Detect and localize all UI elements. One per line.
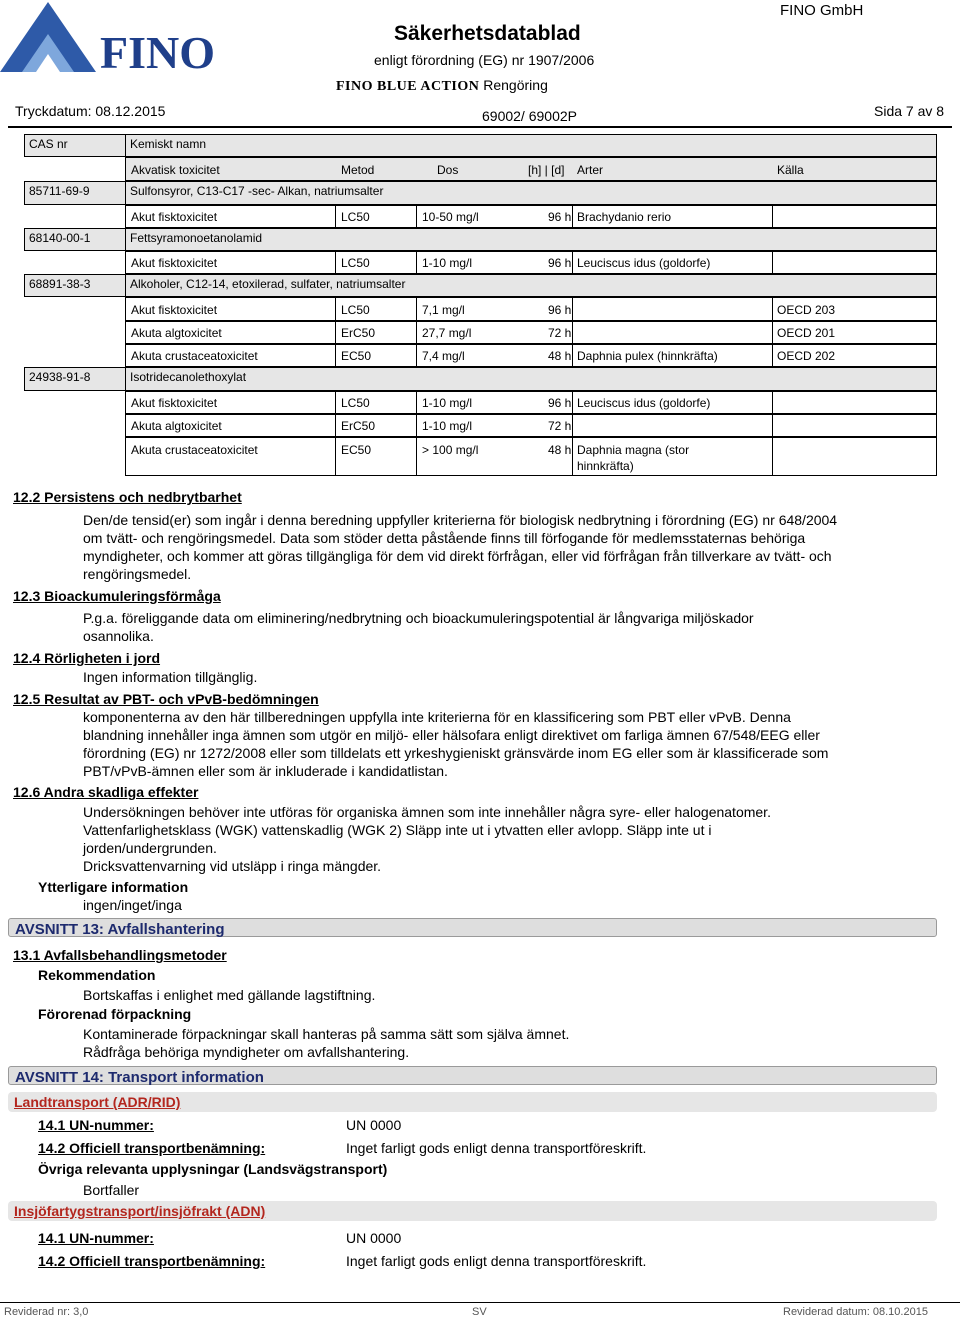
duration: 72 h xyxy=(548,326,572,340)
cas-cell: 68140-00-1 xyxy=(24,228,126,251)
section-14-header: AVSNITT 14: Transport information xyxy=(8,1066,937,1085)
text-12-5: komponenterna av den här tillberedningen uppfylla inte kriterierna för en klassificering som PBT eller vPvB. Denna blandning innehåller inga ämnen som utgör en miljö- eller hälsofara enligt direktivet om farliga ämnen 67/548/EEG eller förordning (EG) nr 1272/2008 eller som tilldelats ett yrkeshygieniskt gränsvärde inom EG eller som är klassificerade som PBT/vPvB-ämnen eller som är inkluderade i kandidatlistan. xyxy=(83,709,829,779)
species: Brachydanio rerio xyxy=(577,210,672,224)
un-number-value-adn: UN 0000 xyxy=(346,1230,402,1246)
chem-name: Alkoholer, C12-14, etoxilerad, sulfater, natriumsalter xyxy=(125,274,937,297)
document-title: Säkerhetsdatablad xyxy=(394,22,581,45)
dose: 7,4 mg/l xyxy=(422,349,465,363)
duration: 48 h xyxy=(548,443,572,457)
un-number-value: UN 0000 xyxy=(346,1117,402,1133)
text-12-6-line3: Dricksvattenvarning vid utsläpp i ringa mängder. xyxy=(83,858,382,874)
method: LC50 xyxy=(341,396,370,410)
text-12-6-line1: Undersökningen behöver inte utföras för organiska ämnen som inte innehåller några syre- eller halogenatomer. xyxy=(83,804,771,820)
method: ErC50 xyxy=(341,419,376,433)
tox-type: Akut fisktoxicitet xyxy=(131,303,218,317)
product-code: 69002/ 69002P xyxy=(482,108,577,124)
section-13-header: AVSNITT 13: Avfallshantering xyxy=(8,918,937,937)
th-method: Metod xyxy=(341,163,375,177)
th-species: Arter xyxy=(577,163,604,177)
heading-12-5: 12.5 Resultat av PBT- och vPvB-bedömningen xyxy=(13,691,319,707)
cas-cell: 68891-38-3 xyxy=(24,274,126,297)
duration: 96 h xyxy=(548,396,572,410)
method: LC50 xyxy=(341,210,370,224)
heading-12-6: 12.6 Andra skadliga effekter xyxy=(13,784,199,800)
inland-transport-header: Insjöfartygstransport/insjöfrakt (ADN) xyxy=(8,1201,937,1221)
cas-cell: 24938-91-8 xyxy=(24,367,126,391)
source: OECD 203 xyxy=(777,303,836,317)
other-info-value: Bortfaller xyxy=(83,1182,140,1198)
duration: 96 h xyxy=(548,256,572,270)
species: Leuciscus idus (goldorfe) xyxy=(577,396,711,410)
packaging-label: Förorenad förpackning xyxy=(38,1006,192,1022)
language-code: SV xyxy=(472,1306,487,1318)
regulation: enligt förordning (EG) nr 1907/2006 xyxy=(374,52,595,68)
footer-divider xyxy=(0,1302,960,1303)
species-cont: hinnkräfta) xyxy=(577,459,634,473)
method: LC50 xyxy=(341,303,370,317)
shipping-name-label: 14.2 Officiell transportbenämning: xyxy=(38,1140,266,1156)
heading-13-1: 13.1 Avfallsbehandlingsmetoder xyxy=(13,947,227,963)
th-time: [h] | [d] xyxy=(528,163,565,177)
species: Leuciscus idus (goldorfe) xyxy=(577,256,711,270)
duration: 96 h xyxy=(548,303,572,317)
tox-type: Akuta algtoxicitet xyxy=(131,326,222,340)
product-name: Rengöring xyxy=(483,77,548,93)
chem-name: Fettsyramonoetanolamid xyxy=(125,228,937,251)
shipping-name-label-adn: 14.2 Officiell transportbenämning: xyxy=(38,1253,266,1269)
tox-type: Akuta algtoxicitet xyxy=(131,419,222,433)
recommendation-label: Rekommendation xyxy=(38,967,156,983)
land-transport-header: Landtransport (ADR/RID) xyxy=(8,1092,937,1112)
page-number: Sida 7 av 8 xyxy=(874,103,945,119)
method: LC50 xyxy=(341,256,370,270)
logo-text: FINO xyxy=(100,27,215,78)
table-grid xyxy=(0,0,960,480)
tox-type: Akuta crustaceatoxicitet xyxy=(131,349,258,363)
heading-12-2: 12.2 Persistens och nedbrytbarhet xyxy=(13,489,242,505)
un-number-label-adn: 14.1 UN-nummer: xyxy=(38,1230,154,1246)
chem-name: Sulfonsyror, C13-C17 -sec- Alkan, natriumsalter xyxy=(125,181,937,205)
text-12-3: P.g.a. föreliggande data om eliminering/nedbrytning och bioackumuleringspotential är långvariga miljöskador osannolika. xyxy=(83,610,754,644)
heading-12-3: 12.3 Bioackumuleringsförmåga xyxy=(13,588,221,604)
th-cas: CAS nr xyxy=(24,134,126,157)
th-name: Kemiskt namn xyxy=(125,134,937,157)
revision-date: Reviderad datum: 08.10.2015 xyxy=(783,1306,928,1318)
th-dose: Dos xyxy=(437,163,459,177)
dose: 1-10 mg/l xyxy=(422,256,473,270)
text-12-4: Ingen information tillgänglig. xyxy=(83,669,258,685)
method: EC50 xyxy=(341,349,372,363)
text-12-6-line2: Vattenfarlighetsklass (WGK) vattenskadlig (WGK 2) Släpp inte ut i ytvatten eller avlopp. Släpp inte ut i jorden/undergrunden. xyxy=(83,822,712,856)
extra-info-value: ingen/inget/inga xyxy=(83,897,182,913)
cas-cell: 85711-69-9 xyxy=(24,181,126,205)
source: OECD 202 xyxy=(777,349,836,363)
text-12-2: Den/de tensid(er) som ingår i denna beredning uppfyller kriterierna för biologisk nedbrytning i förordning (EG) nr 648/2004 om tvätt- och rengöringsmedel. Data som stöder detta påstående finns till förfogande för medlemsstaternas behöriga myndigheter, och kommer att göras tillgängliga för dem vid direkt förfrågan, eller vid förfrågan från tillverkare av tvätt- och rengöringsmedel. xyxy=(83,512,838,582)
tox-type: Akut fisktoxicitet xyxy=(131,256,218,270)
shipping-name-value-adn: Inget farligt gods enligt denna transportföreskrift. xyxy=(346,1253,647,1269)
dose: 10-50 mg/l xyxy=(422,210,479,224)
extra-info-label: Ytterligare information xyxy=(38,879,189,895)
species: Daphnia pulex (hinnkräfta) xyxy=(577,349,718,363)
method: EC50 xyxy=(341,443,372,457)
recommendation-text: Bortskaffas i enlighet med gällande lagstiftning. xyxy=(83,987,376,1003)
product-brand: FINO BLUE ACTION xyxy=(336,79,480,94)
source: OECD 201 xyxy=(777,326,836,340)
tox-type: Akut fisktoxicitet xyxy=(131,210,218,224)
print-date: Tryckdatum: 08.12.2015 xyxy=(15,103,166,119)
species: Daphnia magna (stor xyxy=(577,443,690,457)
other-info-label: Övriga relevanta upplysningar (Landsvägstransport) xyxy=(38,1161,388,1177)
duration: 96 h xyxy=(548,210,572,224)
dose: 27,7 mg/l xyxy=(422,326,472,340)
dose: 1-10 mg/l xyxy=(422,396,473,410)
chem-name: Isotridecanolethoxylat xyxy=(125,367,937,391)
shipping-name-value: Inget farligt gods enligt denna transportföreskrift. xyxy=(346,1140,647,1156)
un-number-label: 14.1 UN-nummer: xyxy=(38,1117,154,1133)
th-tox: Akvatisk toxicitet xyxy=(131,163,220,177)
duration: 48 h xyxy=(548,349,572,363)
duration: 72 h xyxy=(548,419,572,433)
th-source: Källa xyxy=(777,163,804,177)
packaging-text-1: Kontaminerade förpackningar skall hanteras på samma sätt som själva ämnet. xyxy=(83,1026,570,1042)
dose: 1-10 mg/l xyxy=(422,419,473,433)
revision-number: Reviderad nr: 3,0 xyxy=(4,1306,89,1318)
packaging-text-2: Rådfråga behöriga myndigheter om avfallshantering. xyxy=(83,1044,410,1060)
dose: > 100 mg/l xyxy=(422,443,479,457)
tox-type: Akuta crustaceatoxicitet xyxy=(131,443,258,457)
heading-12-4: 12.4 Rörligheten i jord xyxy=(13,650,161,666)
dose: 7,1 mg/l xyxy=(422,303,465,317)
company-name: FINO GmbH xyxy=(780,2,864,19)
method: ErC50 xyxy=(341,326,376,340)
tox-type: Akut fisktoxicitet xyxy=(131,396,218,410)
